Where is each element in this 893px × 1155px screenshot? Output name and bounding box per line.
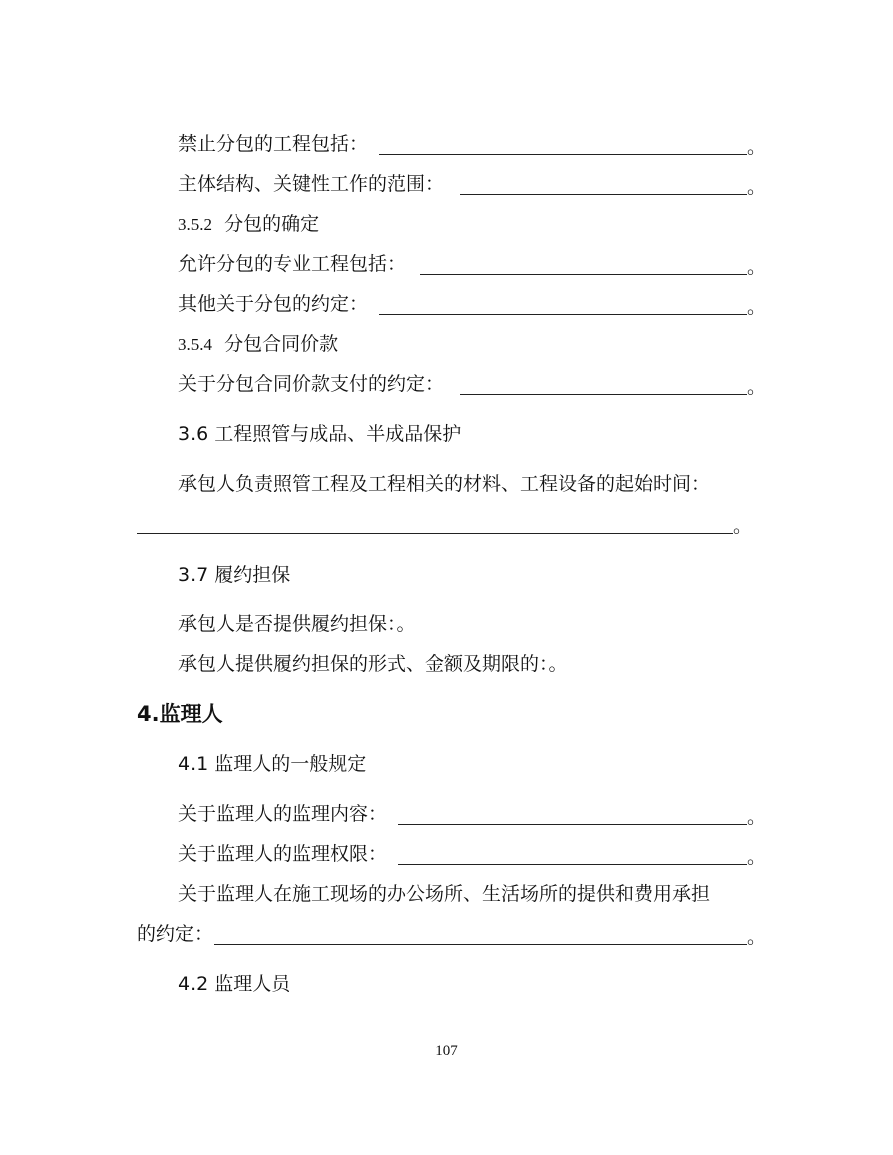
period-mark: 。 bbox=[747, 926, 767, 948]
blank-underline[interactable] bbox=[137, 533, 733, 534]
blank-underline[interactable] bbox=[460, 394, 747, 395]
text-line: 主体结构、关键性工作的范围： bbox=[178, 173, 445, 195]
blank-underline[interactable] bbox=[420, 274, 747, 275]
period-mark: 。 bbox=[747, 176, 767, 198]
blank-underline[interactable] bbox=[379, 314, 747, 315]
section-heading: 3.6 工程照管与成品、半成品保护 bbox=[178, 423, 462, 445]
text-line: 关于监理人的监理权限： bbox=[178, 843, 388, 865]
section-heading: 4.2 监理人员 bbox=[178, 973, 291, 995]
period-mark: 。 bbox=[747, 376, 767, 398]
text-line: 允许分包的专业工程包括： bbox=[178, 253, 407, 275]
period-mark: 。 bbox=[733, 515, 753, 537]
period-mark: 。 bbox=[747, 296, 767, 318]
text-line: 承包人负责照管工程及工程相关的材料、工程设备的起始时间： bbox=[178, 473, 711, 495]
page-number: 107 bbox=[435, 1043, 458, 1059]
text-line: 的约定： bbox=[137, 923, 214, 945]
period-mark: 。 bbox=[747, 846, 767, 868]
period-mark: 。 bbox=[747, 256, 767, 278]
text-line: 关于监理人的监理内容： bbox=[178, 803, 388, 825]
section-heading bbox=[178, 211, 319, 238]
text-line: 其他关于分包的约定： bbox=[178, 293, 369, 315]
text-line: 关于分包合同价款支付的约定： bbox=[178, 373, 445, 395]
section-heading: 4.1 监理人的一般规定 bbox=[178, 753, 367, 775]
section-heading bbox=[178, 331, 338, 358]
text-line: 承包人是否提供履约担保：。 bbox=[178, 613, 416, 635]
text-line: 承包人提供履约担保的形式、金额及期限的：。 bbox=[178, 653, 568, 675]
blank-underline[interactable] bbox=[379, 154, 747, 155]
blank-underline[interactable] bbox=[460, 194, 747, 195]
period-mark: 。 bbox=[747, 136, 767, 158]
blank-underline[interactable] bbox=[398, 864, 747, 865]
section-heading: 3.7 履约担保 bbox=[178, 564, 291, 586]
section-number: 3.5.2 bbox=[178, 215, 212, 234]
text-line: 关于监理人在施工现场的办公场所、生活场所的提供和费用承担 bbox=[178, 883, 711, 905]
chapter-heading: 4.监理人 bbox=[137, 702, 223, 726]
section-title: 分包合同价款 bbox=[224, 333, 339, 355]
blank-underline[interactable] bbox=[398, 824, 747, 825]
section-number: 3.5.4 bbox=[178, 335, 212, 354]
blank-underline[interactable] bbox=[214, 944, 747, 945]
text-line: 禁止分包的工程包括： bbox=[178, 133, 369, 155]
section-title: 分包的确定 bbox=[224, 213, 320, 235]
period-mark: 。 bbox=[747, 806, 767, 828]
